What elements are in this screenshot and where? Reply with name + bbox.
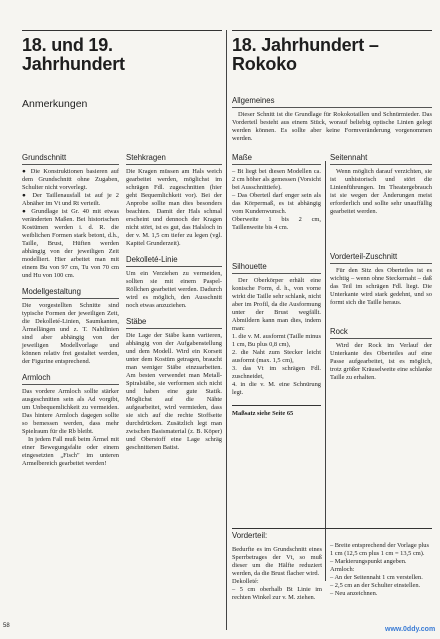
- staebe-heading: Stäbe: [126, 317, 147, 326]
- vorderteil-heading: Vorderteil:: [232, 531, 268, 540]
- heading-rule: [126, 328, 222, 329]
- right-title-rule: [232, 30, 432, 31]
- staebe-body: Die Lage der Stäbe kann variieren, abhängig von der Aufgabenstellung und dem Modell. Wird ein Korsett unter dem Kostüm getragen, braucht man weniger Stäbe einzuarbeiten. Am besten verwendet man Metall-Spiralstäbe, sie verformen sich nicht und haben eine gute Statik. Möglichst auf die Nähte aufgearbeitet, wird vermieden, dass sie sich auf die rechte Stoffseite durchdrücken. Zusätzlich legt man zwischen Basismaterial (z. B. Köper) und Oberstoff eine Lage schräg geschnittenen Batist.: [126, 332, 222, 451]
- heading-rule: [330, 164, 432, 165]
- silhouette-para: 3. das Vt im schrägen Fdl. zuschneidet,: [232, 365, 321, 380]
- vorderteil-text: – Markierungspunkt angeben.: [330, 558, 407, 565]
- left-column-1: [22, 153, 119, 468]
- vorderteil-zuschnitt-body: Für den Sitz des Oberteiles ist es wichtig – wenn ohne Steckernaht – daß das Teil im schrägen Fdl. liegt. Die Unterkante wird stark gedehnt, und so formt sich die Taille heraus.: [330, 267, 432, 306]
- watermark: www.0ddy.com: [385, 626, 436, 633]
- vorderteil-text: – An der Seitennaht 1 cm verstellen.: [330, 574, 423, 581]
- heading-rule: [232, 164, 321, 165]
- left-column-2: [126, 153, 222, 452]
- rock-heading: Rock: [330, 327, 348, 336]
- vorderteil-text: – Breite entsprechend der Vorlage plus 1 cm (12,5 cm plus 1 cm = 13,5 cm).: [330, 542, 429, 557]
- modell-body: Die vorgestellten Schnitte sind typische Formen der jeweiligen Zeit, die Dekolleté-Linien, Saumkanten, Ärmellängen und z. T. Nahtlinien sind aber abhängig von der jeweiligen Modellvorlage und können relativ frei gestaltet werden, der Figurine entsprechend.: [22, 302, 119, 365]
- right-column-b: [330, 153, 432, 382]
- page-number: 58: [3, 623, 10, 629]
- left-title: 18. und 19. Jahrhundert: [22, 35, 125, 74]
- armloch-heading: Armloch: [22, 373, 51, 382]
- vorderteil-text: Dekolleté:: [232, 578, 259, 585]
- silhouette-para: Der Oberkörper erhält eine konische Form, d. h., von vorne wirkt die Taille sehr schlank, nicht aber im Profil, da die Ausformung unter der Brust wegfällt. Abmildern kann man dies, indem man:: [232, 277, 321, 332]
- vorderteil-text: Bedurfte es im Grundschnitt eines Sperrbetrages der Vt, so muß dieser um die Hälfte reduziert werden, da die Brust flacher wird.: [232, 546, 322, 577]
- right-title: 18. Jahrhundert – Rokoko: [232, 35, 379, 74]
- silhouette-para: 2. die Naht zum Stecker leicht ausformt (max. 1,5 cm),: [232, 349, 321, 364]
- vorderteil-col2: [330, 542, 432, 598]
- stehkragen-heading: Stehkragen: [126, 153, 166, 162]
- heading-rule: [232, 273, 321, 274]
- heading-rule: [22, 384, 119, 385]
- vorderteil-text: – 2,5 cm an der Schulter einstellen.: [330, 582, 421, 589]
- silhouette-heading: Silhouette: [232, 262, 267, 271]
- masse-para: – Das Oberteil darf enger sein als das Körpermaß, es ist abhängig vom Kundenwunsch.: [232, 192, 321, 215]
- vorderteil-rule: [232, 528, 432, 529]
- armloch-para: In jedem Fall muß beim Ärmel mit einer Bewegungsfalte oder einem eingesetzten „Fisch" im unteren Armelbereich gearbeitet werden!: [22, 436, 119, 467]
- vorderteil-text: – 5 cm oberhalb Bt Linie im rechten Winkel zur v. M. ziehen.: [232, 586, 322, 601]
- dekollete-heading: Dekolleté-Linie: [126, 255, 178, 264]
- armloch-body: [22, 388, 119, 468]
- allgemeines-section: [232, 96, 432, 143]
- allgemeines-body: Dieser Schnitt ist die Grundlage für Rokokotaillen und Schnürmieder. Das Vorderteil besteht aus einem Stück, worauf beliebig optische Linien gelegt werden können. Es sollte aber keine Formveränderung vorgenommen werden.: [232, 111, 432, 142]
- vorderteil-col1: [232, 546, 322, 602]
- allgemeines-heading: Allgemeines: [232, 96, 275, 105]
- right-column-a: [232, 153, 321, 418]
- left-subtitle: Anmerkungen: [22, 98, 88, 110]
- note-rule: [232, 405, 321, 406]
- heading-rule: [330, 338, 432, 339]
- grundschnitt-body: [22, 168, 119, 280]
- vorderteil-text: Armloch:: [330, 566, 355, 573]
- grundschnitt-para: ● Der Taillenausfall ist auf je 2 Abnäher im Vt und Rt verteilt.: [22, 192, 119, 207]
- masse-heading: Maße: [232, 153, 252, 162]
- right-inner-divider: [325, 161, 326, 581]
- masssatz-note: Maßsatz siehe Seite 65: [232, 410, 294, 417]
- heading-rule: [126, 164, 222, 165]
- masse-para: – Bt liegt bei diesen Modellen ca. 2 cm höher als gemessen (Vorsicht bei Ausschnittiefe).: [232, 168, 321, 191]
- vorderteil-text: – Neu anzeichnen.: [330, 590, 378, 597]
- armloch-para: Das vordere Armloch sollte stärker ausgeschnitten sein als Ad vorgibt, um Unbequemlichkeit zu vermeiden. Das hintere Armloch dagegen sollte so bemessen werden, dass mehr Spielraum für die Rb bleibt.: [22, 388, 119, 435]
- dekollete-body: Um ein Verziehen zu vermeiden, sollten sie mit einem Paspel-Röllchen gearbeitet werden. Dadurch wird es möglich, den Ausschnitt noch etwas anzuziehen.: [126, 270, 222, 309]
- masse-para: Oberweite 1 bis 2 cm, Taillenweite bis 4 cm.: [232, 216, 321, 231]
- silhouette-body: [232, 277, 321, 397]
- modell-heading: Modellgestaltung: [22, 287, 81, 296]
- grundschnitt-heading: Grundschnitt: [22, 153, 67, 162]
- heading-rule: [330, 263, 432, 264]
- masse-body: [232, 168, 321, 232]
- vorderteil-zuschnitt-heading: Vorderteil-Zuschnitt: [330, 252, 398, 261]
- grundschnitt-para: ● Die Konstruktionen basieren auf dem Grundschnitt ohne Zugaben, Schulter nicht vorverlegt.: [22, 168, 119, 191]
- left-title-rule: [22, 30, 222, 31]
- rock-body: Wird der Rock im Verlauf der Unterkante des Oberteiles auf eine Passe aufgearbeitet, ist es möglich, trotz größer Kräuselweite eine schlanke Taille zu erhalten.: [330, 342, 432, 381]
- heading-rule: [22, 298, 119, 299]
- seitennaht-heading: Seitennaht: [330, 153, 368, 162]
- heading-rule: [126, 266, 222, 267]
- silhouette-para: 4. in die v. M. eine Schnürung legt.: [232, 381, 321, 396]
- seitennaht-body: Wenn möglich darauf verzichten, sie ist unhistorisch und stört die Linienführungen. Im Theatergebrauch ist sie wegen der Änderungen meist erforderlich und sollte sehr unauffällig gearbeitet werden.: [330, 168, 432, 215]
- heading-rule: [232, 107, 432, 108]
- grundschnitt-para: ● Grundlage ist Gr. 40 mit etwas veränderten Maßen. Bei historischen Kostümen werden i. d. R. die weiblichen Formen stark betont, d.h., Taille, Brust, Hüften werden abhängig von der jeweiligen Zeit modelliert. Hier arbeitet man mit einem Bu von 97 cm, Tu von 70 cm und Hu von 100 cm.: [22, 208, 119, 279]
- center-column-divider: [226, 30, 227, 630]
- heading-rule: [22, 164, 119, 165]
- stehkragen-body: Die Kragen müssen am Hals weich gearbeitet werden, möglichst im schrägen Fdl. zugeschnitten (hier geht Bequemlichkeit vor). Bei der Anprobe sollte man dies besonders beachten. Damit der Hals schmal erscheint und dennoch der Kragen nicht stört, ist es gut, das Halsloch in der v. M. 1,5 cm tiefer zu legen (vgl. Kapitel Grunderzeit).: [126, 168, 222, 247]
- silhouette-para: 1. die v. M. ausformt (Taille minus 1 cm, Bu plus 0,8 cm),: [232, 333, 321, 348]
